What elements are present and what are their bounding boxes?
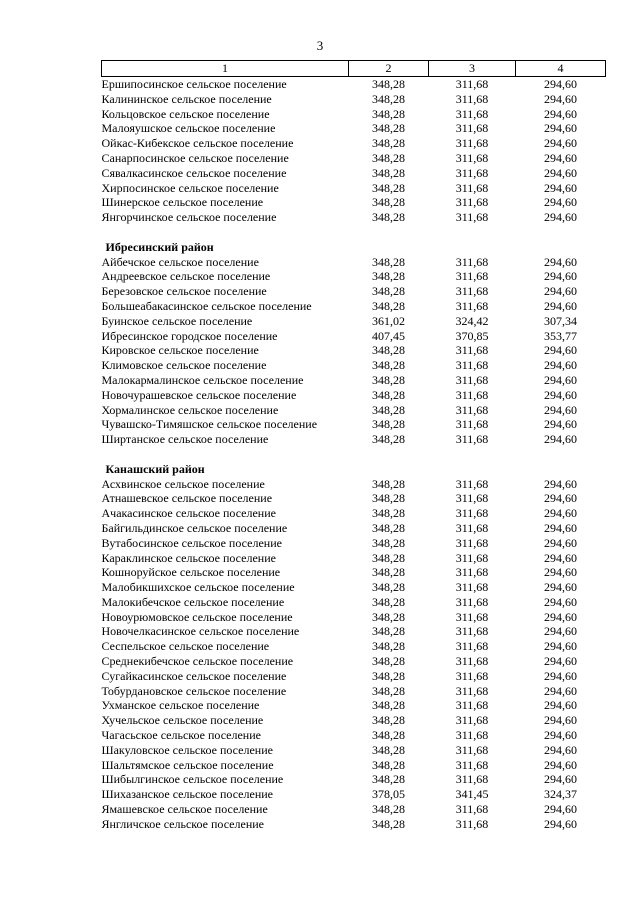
value-col-3: 311,68 <box>455 358 489 373</box>
table-row <box>102 329 606 344</box>
value-col-2: 348,28 <box>372 432 405 447</box>
value-col-3: 311,68 <box>455 476 489 491</box>
value-col-3: 311,68 <box>455 757 489 772</box>
settlement-name: Караклинское сельское поселение <box>101 550 276 565</box>
table-row <box>102 284 606 299</box>
settlement-name: Кольцовское сельское поселение <box>101 106 270 121</box>
value-col-4: 294,60 <box>544 298 577 313</box>
value-col-2: 348,28 <box>372 358 405 373</box>
table-row <box>102 684 606 699</box>
value-col-3: 311,68 <box>455 550 489 565</box>
value-col-2: 348,28 <box>372 668 405 683</box>
value-col-4: 294,60 <box>544 77 577 91</box>
value-col-2: 348,28 <box>372 802 405 817</box>
value-col-2: 348,28 <box>372 136 405 151</box>
value-col-3: 311,68 <box>455 609 489 624</box>
value-col-2: 348,28 <box>372 757 405 772</box>
value-col-2: 348,28 <box>372 269 405 284</box>
value-col-3: 324,42 <box>455 313 489 328</box>
value-col-2: 348,28 <box>372 91 405 106</box>
district-heading: Ибресинский район <box>105 239 214 254</box>
value-col-4: 294,60 <box>544 728 577 743</box>
value-col-4: 294,60 <box>544 713 577 728</box>
settlement-name: Вутабосинское сельское поселение <box>101 535 282 550</box>
value-col-2: 348,28 <box>372 195 405 210</box>
table-row <box>102 417 606 432</box>
value-col-4: 294,60 <box>544 609 577 624</box>
table-row <box>102 713 606 728</box>
table-row <box>102 639 606 654</box>
value-col-2: 348,28 <box>372 742 405 757</box>
value-col-4: 294,60 <box>544 358 577 373</box>
table-row <box>102 269 606 284</box>
settlement-name: Чувашско-Тимяшское сельское поселение <box>101 417 318 432</box>
value-col-4: 294,60 <box>544 343 577 358</box>
value-col-4: 294,60 <box>544 654 577 669</box>
settlement-name: Буинское сельское поселение <box>101 313 253 328</box>
table-row <box>102 151 606 166</box>
value-col-2: 348,28 <box>372 106 405 121</box>
value-col-2: 348,28 <box>372 683 405 698</box>
settlement-name: Сугайкасинское сельское поселение <box>101 668 287 683</box>
value-col-4: 294,60 <box>544 742 577 757</box>
settlement-name: Малояушское сельское поселение <box>101 121 276 136</box>
table-row <box>102 698 606 713</box>
value-col-4: 294,60 <box>544 165 577 180</box>
value-col-2: 378,05 <box>372 787 405 802</box>
value-col-3: 311,68 <box>455 372 489 387</box>
settlement-name: Атнашевское сельское поселение <box>101 491 273 506</box>
value-col-2: 348,28 <box>372 121 405 136</box>
table-row <box>102 521 606 536</box>
value-col-3: 341,45 <box>455 787 489 802</box>
value-col-2: 348,28 <box>372 298 405 313</box>
settlement-name: Малокибечское сельское поселение <box>101 594 285 609</box>
value-col-4: 294,60 <box>544 417 577 432</box>
value-col-4: 294,60 <box>544 180 577 195</box>
table-row <box>102 491 606 506</box>
settlement-name: Асхвинское сельское поселение <box>101 476 265 491</box>
value-col-2: 348,28 <box>372 550 405 565</box>
settlement-name: Ойкас-Кибекское сельское поселение <box>101 136 294 151</box>
table-row <box>102 610 606 625</box>
value-col-4: 294,60 <box>544 683 577 698</box>
table-row <box>102 210 606 225</box>
settlement-name: Ухманское сельское поселение <box>101 698 260 713</box>
value-col-3: 311,68 <box>455 387 489 402</box>
settlement-name: Тобурдановское сельское поселение <box>101 683 287 698</box>
table-row <box>102 343 606 358</box>
value-col-4: 294,60 <box>544 91 577 106</box>
table-row <box>102 802 606 817</box>
table-row <box>102 373 606 388</box>
value-col-3: 311,68 <box>455 343 489 358</box>
value-col-4: 294,60 <box>544 757 577 772</box>
value-col-3: 311,68 <box>455 816 489 831</box>
value-col-2: 348,28 <box>372 284 405 299</box>
value-col-3: 311,68 <box>455 269 489 284</box>
value-col-4: 324,37 <box>544 787 577 802</box>
value-col-3: 311,68 <box>455 728 489 743</box>
value-col-2: 348,28 <box>372 491 405 506</box>
value-col-4: 294,60 <box>544 550 577 565</box>
value-col-2: 348,28 <box>372 816 405 831</box>
value-col-3: 311,68 <box>455 284 489 299</box>
value-col-2: 348,28 <box>372 728 405 743</box>
value-col-4: 294,60 <box>544 195 577 210</box>
table-row <box>102 195 606 210</box>
table-row <box>102 388 606 403</box>
settlement-name: Малокармалинское сельское поселение <box>101 372 304 387</box>
value-col-2: 348,28 <box>372 520 405 535</box>
table-row <box>102 506 606 521</box>
value-col-4: 294,60 <box>544 580 577 595</box>
value-col-3: 311,68 <box>455 683 489 698</box>
table-row <box>102 654 606 669</box>
spacer-cell <box>102 225 606 240</box>
settlement-name: Шинерское сельское поселение <box>101 195 264 210</box>
value-col-3: 370,85 <box>455 328 489 343</box>
settlement-name: Новочелкасинское сельское поселение <box>101 624 300 639</box>
table-row <box>102 92 606 107</box>
table-row <box>102 624 606 639</box>
table-row <box>102 432 606 447</box>
value-col-4: 294,60 <box>544 284 577 299</box>
settlement-name: Сявалкасинское сельское поселение <box>101 165 287 180</box>
spacer-cell <box>102 447 606 462</box>
value-col-3: 311,68 <box>455 298 489 313</box>
value-col-2: 348,28 <box>372 506 405 521</box>
spacer-row <box>102 447 606 462</box>
value-col-2: 348,28 <box>372 698 405 713</box>
value-col-4: 294,60 <box>544 432 577 447</box>
table-row <box>102 817 606 832</box>
spacer-row <box>102 225 606 240</box>
settlement-name: Большеабакасинское сельское поселение <box>101 298 312 313</box>
value-col-3: 311,68 <box>455 180 489 195</box>
settlement-name: Хирпосинское сельское поселение <box>101 180 279 195</box>
value-col-2: 348,28 <box>372 77 405 91</box>
value-col-3: 311,68 <box>455 565 489 580</box>
settlement-name: Шакуловское сельское поселение <box>101 742 273 757</box>
table-row <box>102 743 606 758</box>
table-row <box>102 580 606 595</box>
value-col-4: 307,34 <box>544 313 577 328</box>
value-col-2: 348,28 <box>372 180 405 195</box>
value-col-4: 294,60 <box>544 565 577 580</box>
table-row <box>102 477 606 492</box>
settlement-name: Ачакасинское сельское поселение <box>101 506 276 521</box>
table-row <box>102 107 606 122</box>
table-row <box>102 358 606 373</box>
settlement-name: Ибресинское городское поселение <box>101 328 278 343</box>
value-col-2: 348,28 <box>372 165 405 180</box>
value-col-3: 311,68 <box>455 165 489 180</box>
value-col-2: 348,28 <box>372 565 405 580</box>
table-row <box>102 77 606 92</box>
value-col-4: 294,60 <box>544 269 577 284</box>
value-col-4: 294,60 <box>544 535 577 550</box>
table-row <box>102 787 606 802</box>
table-row <box>102 181 606 196</box>
settlement-name: Климовское сельское поселение <box>101 358 267 373</box>
value-col-2: 361,02 <box>372 313 405 328</box>
settlement-name: Кировское сельское поселение <box>101 343 259 358</box>
table-row <box>102 669 606 684</box>
value-col-2: 348,28 <box>372 580 405 595</box>
value-col-3: 311,68 <box>455 77 489 91</box>
header-row <box>102 61 606 77</box>
settlement-name: Шальтямское сельское поселение <box>101 757 274 772</box>
settlement-name: Шибылгинское сельское поселение <box>101 772 284 787</box>
value-col-4: 294,60 <box>544 106 577 121</box>
value-col-4: 294,60 <box>544 698 577 713</box>
table-row <box>102 595 606 610</box>
value-col-2: 348,28 <box>372 609 405 624</box>
settlement-name: Березовское сельское поселение <box>101 284 267 299</box>
table-row <box>102 121 606 136</box>
value-col-2: 348,28 <box>372 387 405 402</box>
value-col-2: 348,28 <box>372 417 405 432</box>
value-col-2: 348,28 <box>372 343 405 358</box>
column-header-2: 2 <box>349 61 429 77</box>
value-col-3: 311,68 <box>455 254 489 269</box>
value-col-4: 294,60 <box>544 121 577 136</box>
value-col-2: 348,28 <box>372 639 405 654</box>
settlement-name: Байгильдинское сельское поселение <box>101 520 288 535</box>
value-col-3: 311,68 <box>455 698 489 713</box>
value-col-3: 311,68 <box>455 402 489 417</box>
value-col-2: 348,28 <box>372 150 405 165</box>
value-col-3: 311,68 <box>455 506 489 521</box>
rates-table <box>101 60 606 832</box>
settlement-name: Среднекибечское сельское поселение <box>101 654 294 669</box>
value-col-3: 311,68 <box>455 713 489 728</box>
column-header-1: 1 <box>102 61 349 77</box>
value-col-2: 348,28 <box>372 654 405 669</box>
table-row <box>102 403 606 418</box>
district-heading-row <box>102 240 606 255</box>
settlement-name: Янгорчинское сельское поселение <box>101 210 277 225</box>
value-col-4: 294,60 <box>544 772 577 787</box>
settlement-name: Хормалинское сельское поселение <box>101 402 279 417</box>
value-col-3: 311,68 <box>455 121 489 136</box>
table-row <box>102 565 606 580</box>
settlement-name: Шихазанское сельское поселение <box>101 787 273 802</box>
value-col-4: 294,60 <box>544 210 577 225</box>
value-col-4: 294,60 <box>544 136 577 151</box>
value-col-4: 294,60 <box>544 150 577 165</box>
settlement-name: Новочурашевское сельское поселение <box>101 387 297 402</box>
page-number: 3 <box>316 38 324 53</box>
value-col-2: 348,28 <box>372 372 405 387</box>
settlement-name: Малобикшихское сельское поселение <box>101 580 295 595</box>
value-col-4: 294,60 <box>544 594 577 609</box>
value-col-3: 311,68 <box>455 136 489 151</box>
value-col-2: 348,28 <box>372 535 405 550</box>
value-col-4: 294,60 <box>544 802 577 817</box>
settlement-name: Айбечское сельское поселение <box>101 254 259 269</box>
value-col-3: 311,68 <box>455 150 489 165</box>
value-col-4: 294,60 <box>544 624 577 639</box>
value-col-4: 294,60 <box>544 520 577 535</box>
settlement-name: Калининское сельское поселение <box>101 91 272 106</box>
table-row <box>102 136 606 151</box>
table-row <box>102 166 606 181</box>
value-col-4: 294,60 <box>544 476 577 491</box>
settlement-name: Чагасьское сельское поселение <box>101 728 261 743</box>
settlement-name: Сеспельское сельское поселение <box>101 639 270 654</box>
value-col-3: 311,68 <box>455 91 489 106</box>
settlement-name: Андреевское сельское поселение <box>101 269 271 284</box>
value-col-4: 294,60 <box>544 506 577 521</box>
value-col-2: 348,28 <box>372 254 405 269</box>
value-col-4: 294,60 <box>544 372 577 387</box>
table-row <box>102 255 606 270</box>
table-row <box>102 728 606 743</box>
table-row <box>102 772 606 787</box>
settlement-name: Ямашевское сельское поселение <box>101 802 268 817</box>
district-heading: Канашский район <box>105 461 205 476</box>
value-col-3: 311,68 <box>455 594 489 609</box>
value-col-4: 294,60 <box>544 639 577 654</box>
settlement-name: Ширтанское сельское поселение <box>101 432 269 447</box>
value-col-3: 311,68 <box>455 535 489 550</box>
table-row <box>102 551 606 566</box>
table-body <box>102 77 606 832</box>
value-col-2: 348,28 <box>372 476 405 491</box>
value-col-2: 348,28 <box>372 402 405 417</box>
settlement-name: Хучельское сельское поселение <box>101 713 264 728</box>
table-row <box>102 314 606 329</box>
value-col-4: 294,60 <box>544 402 577 417</box>
value-col-2: 348,28 <box>372 210 405 225</box>
value-col-3: 311,68 <box>455 639 489 654</box>
value-col-4: 294,60 <box>544 491 577 506</box>
value-col-3: 311,68 <box>455 668 489 683</box>
value-col-4: 294,60 <box>544 387 577 402</box>
table-row <box>102 536 606 551</box>
column-header-4: 4 <box>516 61 606 77</box>
settlement-name: Санарпосинское сельское поселение <box>101 150 289 165</box>
settlement-name: Янгличское сельское поселение <box>101 816 264 831</box>
settlement-name: Кошноруйское сельское поселение <box>101 565 281 580</box>
value-col-3: 311,68 <box>455 520 489 535</box>
value-col-3: 311,68 <box>455 772 489 787</box>
value-col-4: 353,77 <box>544 328 577 343</box>
value-col-3: 311,68 <box>455 802 489 817</box>
value-col-3: 311,68 <box>455 491 489 506</box>
value-col-4: 294,60 <box>544 254 577 269</box>
settlement-name: Новоурюмовское сельское поселение <box>101 609 293 624</box>
value-col-4: 294,60 <box>544 668 577 683</box>
value-col-2: 407,45 <box>372 328 405 343</box>
value-col-3: 311,68 <box>455 106 489 121</box>
table-row <box>102 299 606 314</box>
value-col-3: 311,68 <box>455 624 489 639</box>
value-col-3: 311,68 <box>455 432 489 447</box>
value-col-2: 348,28 <box>372 713 405 728</box>
table-header <box>102 61 606 77</box>
column-header-3: 3 <box>429 61 516 77</box>
value-col-4: 294,60 <box>544 816 577 831</box>
value-col-3: 311,68 <box>455 742 489 757</box>
value-col-3: 311,68 <box>455 195 489 210</box>
value-col-2: 348,28 <box>372 772 405 787</box>
value-col-3: 311,68 <box>455 210 489 225</box>
district-heading-row <box>102 462 606 477</box>
value-col-3: 311,68 <box>455 580 489 595</box>
table-row <box>102 758 606 773</box>
value-col-3: 311,68 <box>455 654 489 669</box>
value-col-3: 311,68 <box>455 417 489 432</box>
settlement-name: Ершипосинское сельское поселение <box>101 77 287 91</box>
value-col-2: 348,28 <box>372 624 405 639</box>
value-col-2: 348,28 <box>372 594 405 609</box>
